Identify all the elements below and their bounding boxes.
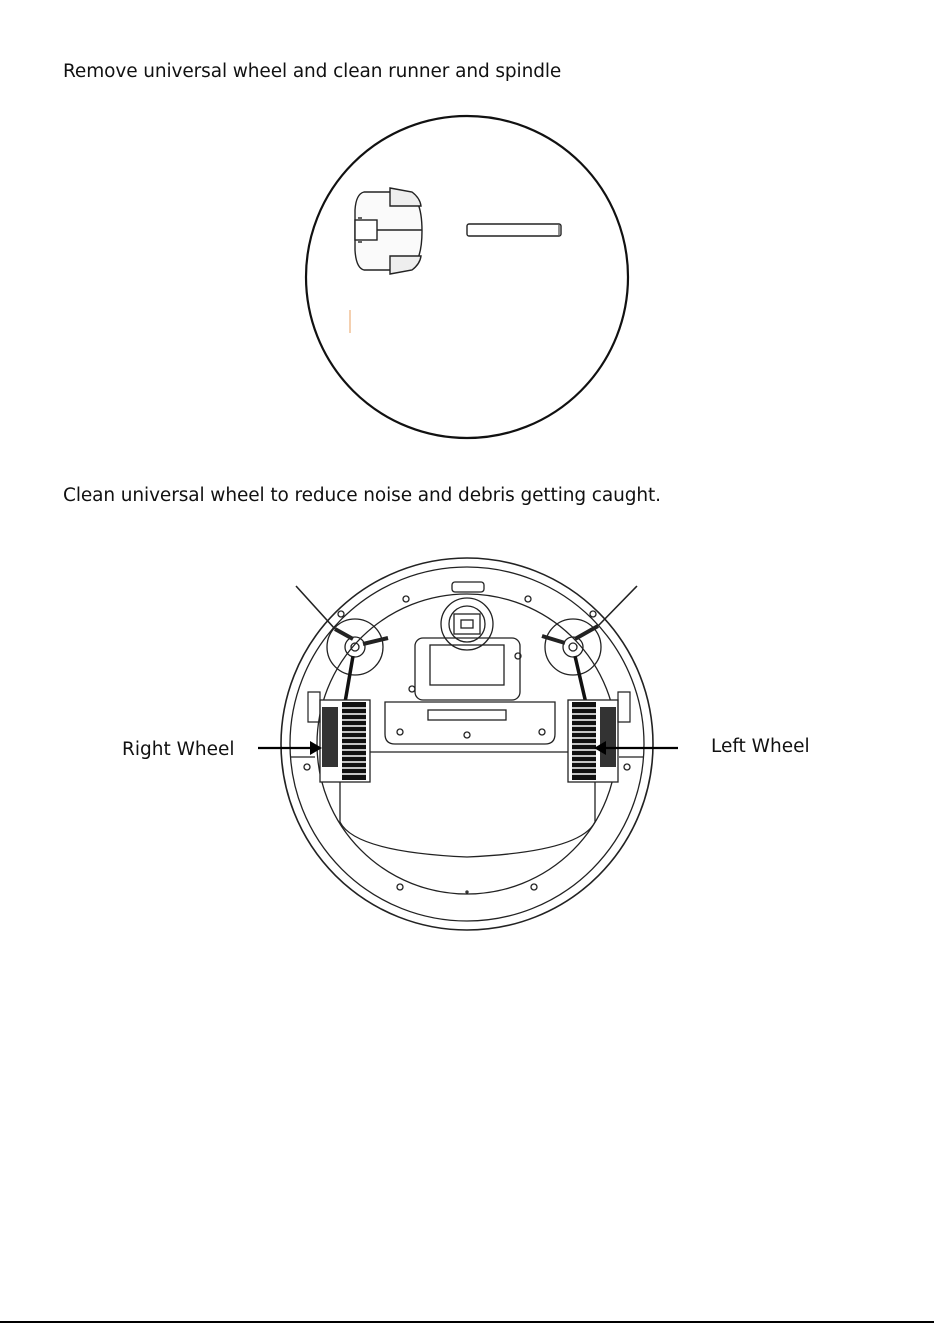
universal-wheel-part <box>355 188 422 274</box>
page-bottom-divider <box>0 1321 934 1323</box>
instruction-remove-universal-wheel: Remove universal wheel and clean runner and spindle <box>63 61 562 82</box>
instruction-clean-universal-wheel: Clean universal wheel to reduce noise and debris getting caught. <box>63 485 661 506</box>
universal-wheel-spindle-illustration <box>300 110 634 444</box>
left-wheel-label: Left Wheel <box>711 736 810 757</box>
spindle-part <box>467 224 561 236</box>
left-wheel <box>568 692 630 782</box>
right-wheel-label: Right Wheel <box>122 739 235 760</box>
front-caster <box>441 598 493 650</box>
